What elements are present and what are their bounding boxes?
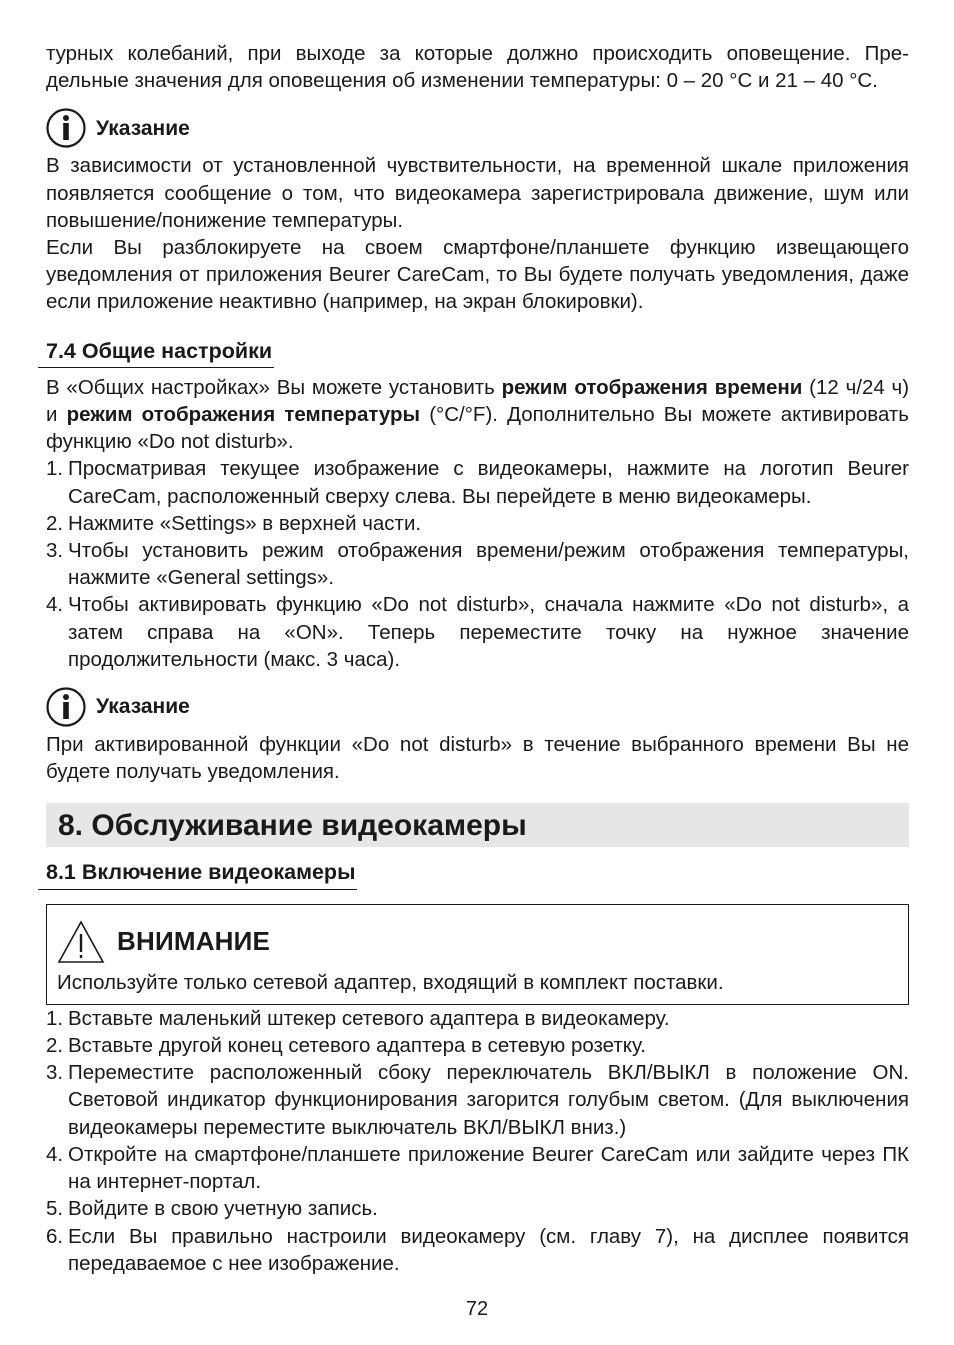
list-item [46,1032,909,1059]
step-number: 4. [46,593,64,617]
step-text: Чтобы активировать функцию «Do not disturb», сначала нажмите «Do not disturb», а затем справа на «ON». Теперь переместите точку на нужное значение продолжительности (макс. 3 часа). [68,593,909,671]
step-text: Просматривая текущее изображение с видеокамеры, нажмите на логотип Beurer CareCam, расположенный сверху слева. Вы перейдете в меню видеокамеры. [68,457,909,508]
section-7-4-heading: 7.4 Общие настройки [38,338,274,368]
intro-bold-temp-mode: режим отображения температуры [66,403,421,427]
intro-line-1: турных колебаний, при выходе за которые должно происходить оповещение. Пре- [46,42,909,65]
intro-text-c: (12 ч/24 ч) и [46,375,910,427]
intro-line-2: дельные значения для оповещения об изменении температуры: 0 – 20 °C и 21 – 40 °C. [46,69,878,93]
step-text: Войдите в свою учетную запись. [68,1197,378,1221]
step-text: Вставьте другой конец сетевого адаптера в сетевую розетку. [68,1034,646,1058]
step-number: 4. [46,1142,64,1166]
step-text: Переместите расположенный сбоку переключатель ВКЛ/ВЫКЛ в положение ON. Световой индикатор функционирования загорится голубым светом. (Для выключения видеокамеры переместите выключатель ВКЛ/ВЫКЛ вниз.) [68,1061,909,1139]
list-item [46,591,909,673]
list-item [46,455,909,509]
step-text: Откройте на смартфоне/планшете приложение Beurer CareCam или зайдите через ПК на интернет-портал. [68,1142,909,1194]
step-number: 1. [46,1006,64,1030]
note-1-paragraph-2: Если Вы разблокируете на своем смартфоне/планшете функцию извещающего уведомления от приложения Beurer CareCam, то Вы будете получать уведомления, даже если приложение неактивно (например, на экран блокировки). [46,236,909,314]
section-8-1-heading: 8.1 Включение видеокамеры [38,859,357,889]
intro-text-a: В «Общих настройках» Вы можете установить [46,375,502,399]
list-item [46,1223,909,1277]
document-page [46,40,909,1277]
list-item [46,510,909,537]
step-number: 3. [46,539,64,563]
step-number: 3. [46,1061,64,1085]
list-item [46,537,909,591]
warning-title: ВНИМАНИЕ [117,926,271,957]
step-number: 1. [46,457,64,481]
section-7-4-intro [46,374,909,456]
note-2-title: Указание [96,695,190,719]
step-text: Вставьте маленький штекер сетевого адаптера в видеокамеру. [68,1006,670,1030]
warning-text: Используйте только сетевой адаптер, входящий в комплект поставки. [57,970,724,994]
list-item [46,1059,909,1141]
step-number: 5. [46,1197,64,1221]
note-1-header [46,108,909,148]
warning-box [46,904,909,1005]
step-number: 6. [46,1224,64,1248]
warning-header [57,917,898,967]
chapter-8-banner [46,803,909,847]
page-number: 72 [465,1298,489,1320]
step-number: 2. [46,1034,64,1058]
intro-text-e: (°C/°F). Дополнительно Вы можете активировать функцию «Do not disturb». [46,403,909,454]
info-icon [46,687,86,727]
note-1-title: Указание [96,116,190,140]
section-8-1-steps [46,1005,909,1277]
intro-bold-time-mode: режим отображения времени [501,375,803,399]
step-text: Чтобы установить режим отображения времени/режим отображения температуры, нажмите «General settings». [68,539,909,590]
step-number: 2. [46,511,64,535]
list-item [46,1141,909,1195]
info-icon [46,108,86,148]
list-item [46,1195,909,1222]
chapter-8-heading: 8. Обслуживание видеокамеры [58,808,527,842]
note-1-paragraph-1: В зависимости от установленной чувствительности, на временной шкале приложения появляется сообщение о том, что видеокамера зарегистрировала движение, шум или повышение/понижение температуры. [46,154,909,232]
step-text: Нажмите «Settings» в верхней части. [68,511,422,535]
list-item [46,1005,909,1032]
warning-triangle-icon [57,920,105,964]
section-7-4-steps [46,455,909,673]
note-2-text: При активированной функции «Do not disturb» в течение выбранного времени Вы не будете получать уведомления. [46,733,909,784]
note-2-header [46,687,909,727]
step-text: Если Вы правильно настроили видеокамеру (см. главу 7), на дисплее появится передаваемое с нее изображение. [68,1224,909,1275]
